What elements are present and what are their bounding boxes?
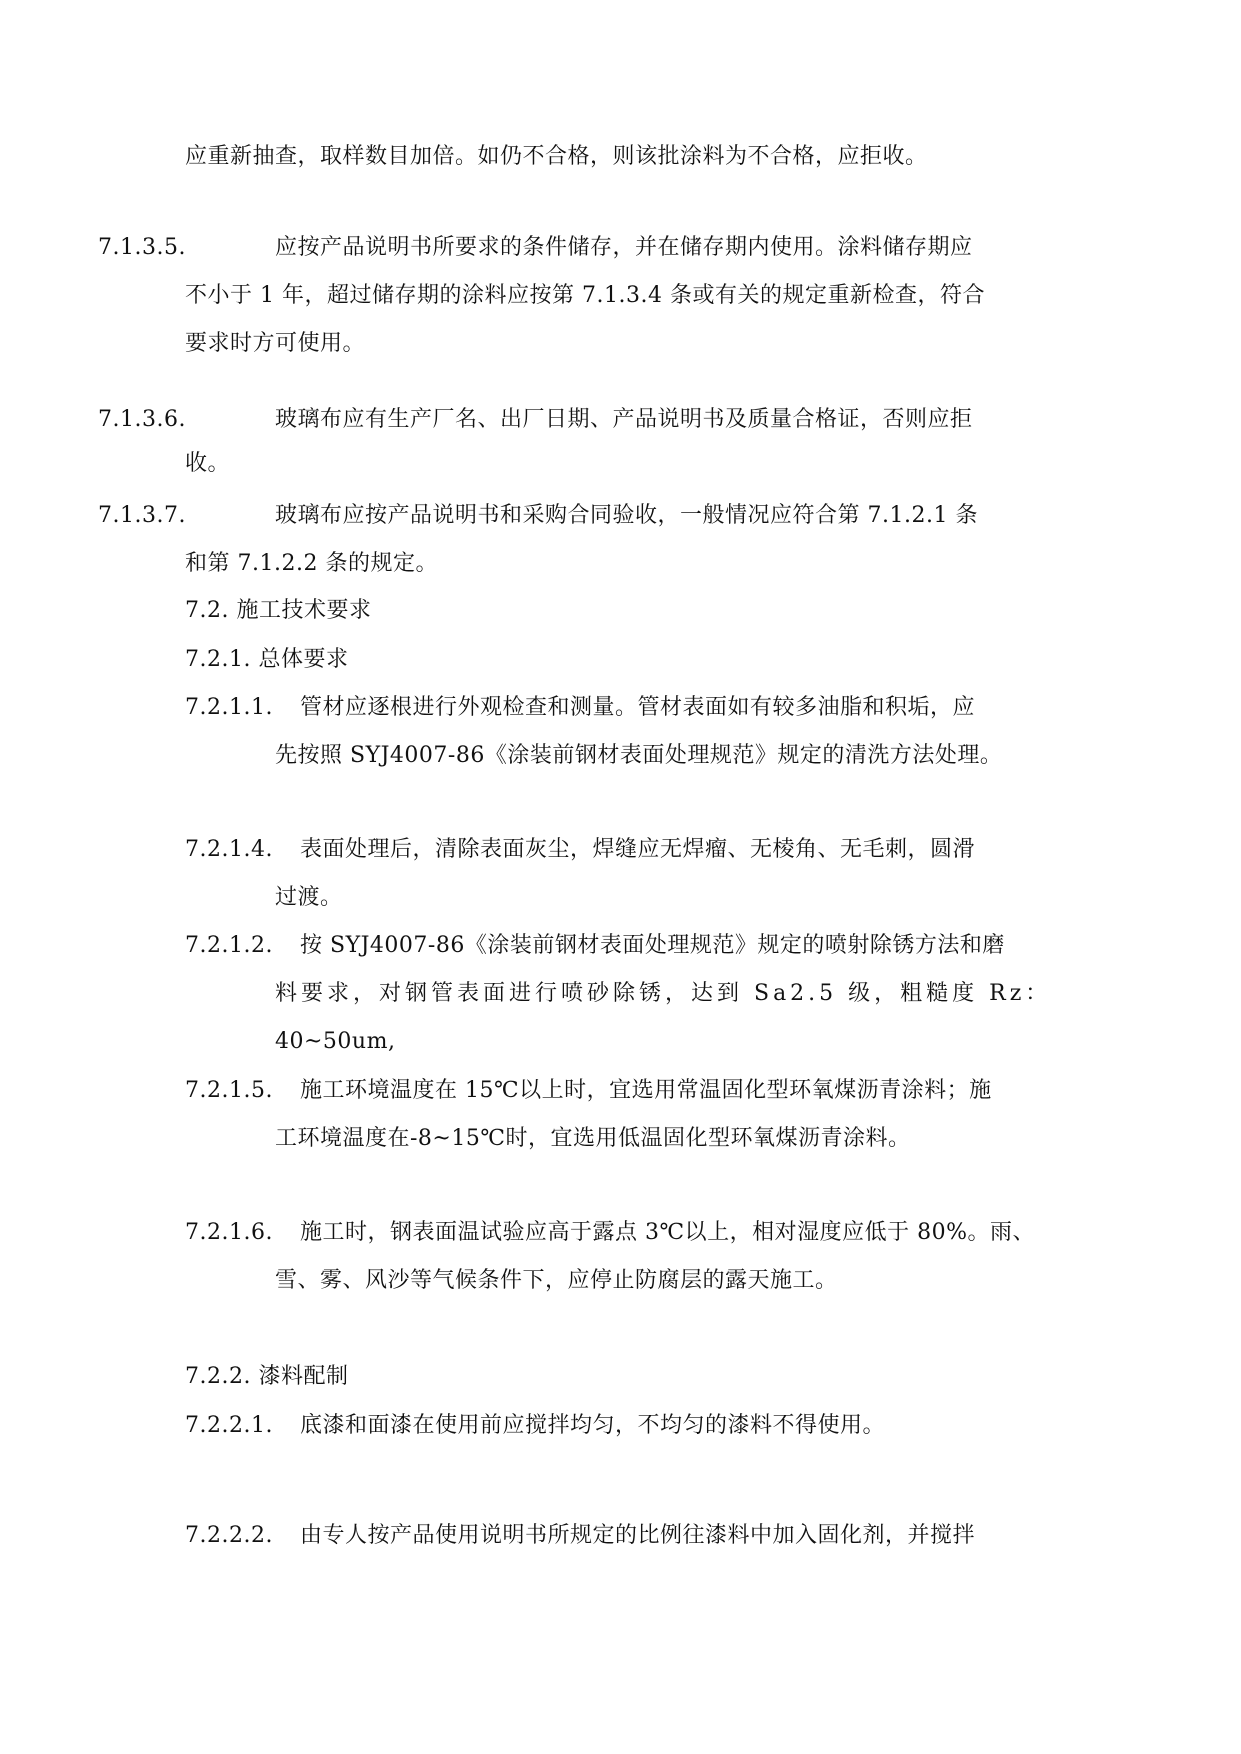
clause-number: 7.2.1.5. — [185, 1078, 273, 1103]
clause-7-1-3-6 — [0, 396, 1241, 492]
clause-text-line: 底漆和面漆在使用前应搅拌均匀，不均匀的漆料不得使用。 — [300, 1413, 886, 1438]
clause-text-line: 施工环境温度在 15℃以上时，宜选用常温固化型环氧煤沥青涂料；施 — [300, 1078, 992, 1103]
paragraph-text: 应重新抽查，取样数目加倍。如仍不合格，则该批涂料为不合格，应拒收。 — [185, 144, 928, 169]
clause-text-line: 玻璃布应按产品说明书和采购合同验收，一般情况应符合第 7.1.2.1 条 — [275, 503, 978, 528]
clause-text-line: 玻璃布应有生产厂名、出厂日期、产品说明书及质量合格证，否则应拒 — [275, 407, 973, 432]
clause-7-2-1-2 — [0, 922, 1241, 1072]
clause-text-line: 收。 — [185, 451, 231, 476]
section-heading-7-2-2 — [185, 1353, 348, 1401]
clause-number: 7.1.3.7. — [98, 503, 186, 528]
continuation-paragraph — [185, 133, 928, 181]
clause-text-line: 应按产品说明书所要求的条件储存，并在储存期内使用。涂料储存期应 — [275, 235, 973, 260]
clause-7-2-1-5 — [0, 1067, 1241, 1163]
clause-text-line: 工环境温度在-8~15℃时，宜选用低温固化型环氧煤沥青涂料。 — [275, 1126, 911, 1151]
clause-7-1-3-5 — [0, 224, 1241, 374]
clause-text-line: 施工时，钢表面温试验应高于露点 3℃以上，相对湿度应低于 80%。雨、 — [300, 1220, 1035, 1245]
heading-text: 7.2.2. 漆料配制 — [185, 1364, 349, 1389]
clause-7-2-2-2 — [0, 1512, 1241, 1560]
clause-number: 7.2.1.4. — [185, 837, 273, 862]
heading-text: 7.2. 施工技术要求 — [185, 598, 372, 623]
clause-number: 7.2.2.1. — [185, 1413, 273, 1438]
clause-text-line: 不小于 1 年，超过储存期的涂料应按第 7.1.3.4 条或有关的规定重新检查，符合 — [185, 283, 985, 308]
clause-text-line: 要求时方可使用。 — [185, 331, 366, 356]
clause-number: 7.2.2.2. — [185, 1523, 273, 1548]
clause-text-line: 先按照 SYJ4007-86《涂装前钢材表面处理规范》规定的清洗方法处理。 — [275, 743, 1003, 768]
clause-text-line: 料要求，对钢管表面进行喷砂除锈，达到 Sa2.5 级，粗糙度 Rz： — [275, 981, 1052, 1006]
clause-7-1-3-7 — [0, 492, 1241, 588]
clause-text-line: 40~50um, — [275, 1029, 396, 1054]
clause-text-line: 由专人按产品使用说明书所规定的比例往漆料中加入固化剂，并搅拌 — [300, 1523, 976, 1548]
heading-text: 7.2.1. 总体要求 — [185, 647, 349, 672]
clause-number: 7.1.3.6. — [98, 407, 186, 432]
clause-text-line: 管材应逐根进行外观检查和测量。管材表面如有较多油脂和积垢，应 — [300, 695, 976, 720]
clause-text-line: 和第 7.1.2.2 条的规定。 — [185, 551, 438, 576]
clause-7-2-1-1 — [0, 684, 1241, 780]
section-heading-7-2 — [185, 587, 371, 635]
clause-text-line: 雪、雾、风沙等气候条件下，应停止防腐层的露天施工。 — [275, 1268, 838, 1293]
clause-7-2-2-1 — [0, 1402, 1241, 1450]
clause-number: 7.2.1.1. — [185, 695, 273, 720]
clause-text-line: 按 SYJ4007-86《涂装前钢材表面处理规范》规定的喷射除锈方法和磨 — [300, 933, 1005, 958]
clause-number: 7.2.1.6. — [185, 1220, 273, 1245]
clause-7-2-1-6 — [0, 1209, 1241, 1305]
clause-number: 7.2.1.2. — [185, 933, 273, 958]
clause-text-line: 表面处理后，清除表面灰尘，焊缝应无焊瘤、无棱角、无毛刺，圆滑 — [300, 837, 976, 862]
clause-7-2-1-4 — [0, 826, 1241, 922]
clause-number: 7.1.3.5. — [98, 235, 186, 260]
section-heading-7-2-1 — [185, 636, 348, 684]
clause-text-line: 过渡。 — [275, 885, 343, 910]
